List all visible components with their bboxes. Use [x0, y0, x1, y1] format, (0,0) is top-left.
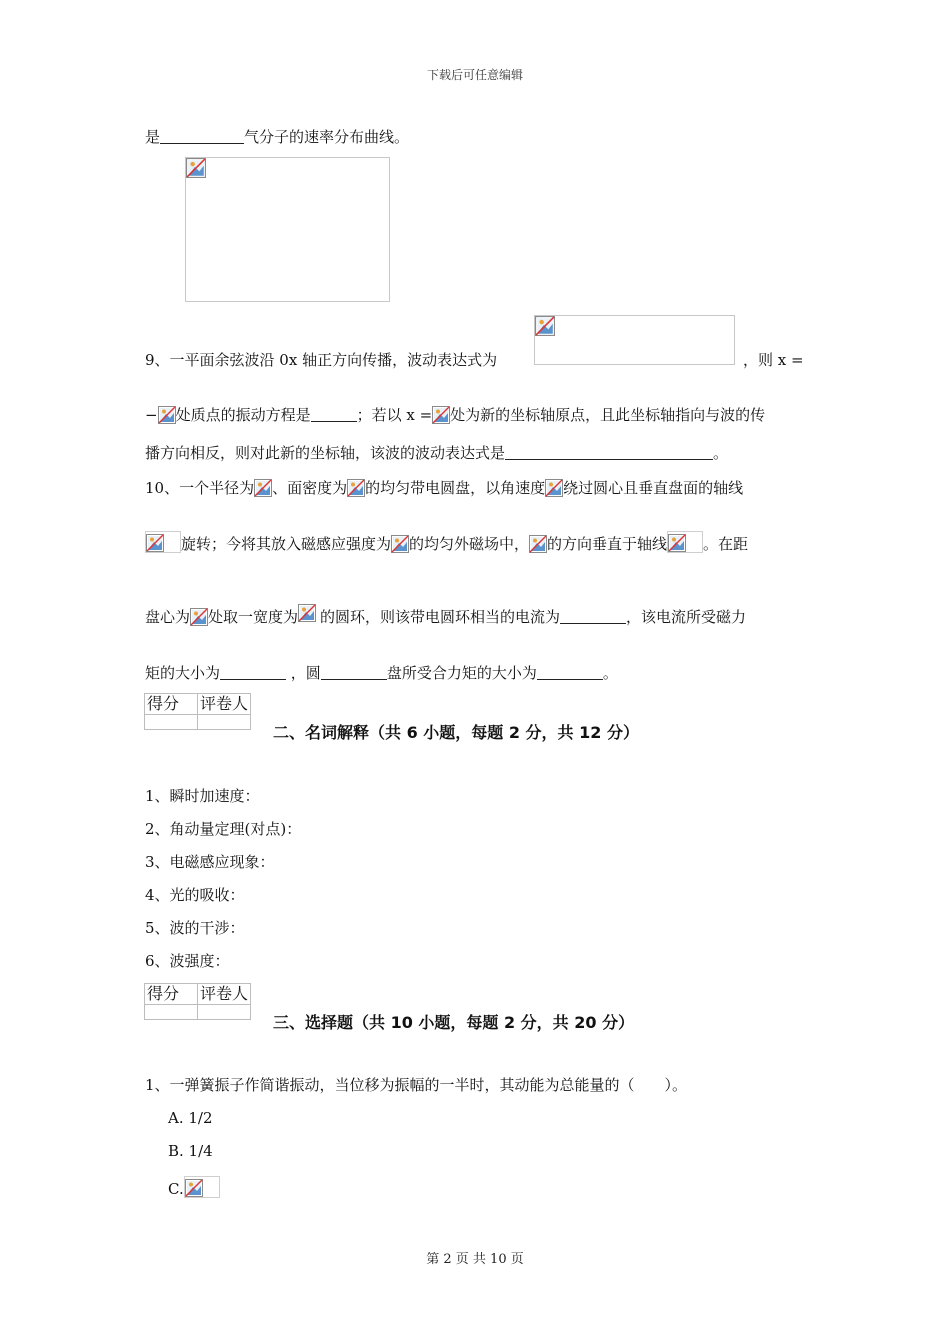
score-label: 得分	[145, 694, 198, 715]
grader-label: 评卷人	[198, 984, 251, 1005]
answer-blank	[311, 407, 357, 422]
grader-cell	[198, 715, 251, 730]
option-c: C.	[168, 1176, 220, 1199]
grader-cell	[198, 1005, 251, 1020]
answer-blank	[505, 445, 713, 460]
broken-image-icon	[145, 531, 181, 553]
broken-image-icon	[432, 406, 450, 424]
option-b: B. 1/4	[168, 1142, 213, 1160]
list-item: 5、波的干涉：	[145, 919, 245, 937]
answer-blank	[537, 665, 603, 680]
answer-blank	[220, 665, 286, 680]
broken-image-icon	[667, 531, 703, 553]
q10-line-c: 盘心为 处取一宽度为 的圆环，则该带电圆环相当的电流为 ，该电流所受磁力	[145, 604, 746, 627]
list-item: 2、角动量定理(对点)：	[145, 820, 302, 838]
q10-line-d: 矩的大小为 ，圆 盘所受合力矩的大小为 。	[145, 664, 618, 682]
score-table	[144, 693, 251, 730]
q9-line-a: 9、一平面余弦波沿 0x 轴正方向传播，波动表达式为	[145, 351, 498, 369]
broken-image-icon	[186, 158, 206, 178]
broken-image-icon	[184, 1176, 220, 1198]
broken-image-icon	[347, 479, 365, 497]
page-footer: 第 2 页 共 10 页	[426, 1252, 524, 1267]
page-header: 下载后可任意编辑	[426, 68, 523, 82]
answer-blank	[321, 665, 387, 680]
q9-line-c: − 处质点的振动方程是 ；若以 x = 处为新的坐标轴原点，且此坐标轴指向与波的传	[145, 406, 766, 424]
broken-image-icon	[391, 535, 409, 553]
section-title: 二、名词解释（共 6 小题，每题 2 分，共 12 分）	[273, 723, 639, 742]
broken-image-icon	[158, 406, 176, 424]
section-title: 三、选择题（共 10 小题，每题 2 分，共 20 分）	[273, 1013, 635, 1032]
option-a: A. 1/2	[168, 1109, 213, 1127]
text-line-1: 是 气分子的速率分布曲线。	[145, 128, 410, 146]
score-label: 得分	[145, 984, 198, 1005]
list-item: 1、瞬时加速度：	[145, 787, 260, 805]
broken-image-icon	[190, 608, 208, 626]
q10-line-a: 10、一个半径为 、面密度为 的均匀带电圆盘，以角速度 绕过圆心且垂直盘面的轴线	[145, 479, 744, 497]
broken-image-icon	[545, 479, 563, 497]
list-item: 6、波强度：	[145, 952, 230, 970]
q10-line-b: 旋转；今将其放入磁感应强度为 的均匀外磁场中， 的方向垂直于轴线 。在距	[145, 531, 748, 554]
score-cell	[145, 715, 198, 730]
broken-image-icon	[529, 535, 547, 553]
answer-blank	[560, 609, 626, 624]
broken-image-icon	[254, 479, 272, 497]
score-cell	[145, 1005, 198, 1020]
q9-line-a-tail: ，则 x =	[743, 351, 804, 369]
score-table	[144, 983, 251, 1020]
equation-placeholder	[534, 315, 735, 365]
list-item: 3、电磁感应现象：	[145, 853, 275, 871]
grader-label: 评卷人	[198, 694, 251, 715]
figure-placeholder	[185, 157, 390, 302]
broken-image-icon	[535, 316, 555, 336]
broken-image-icon	[298, 604, 320, 626]
answer-blank	[160, 129, 244, 144]
question-text: 1、一弹簧振子作简谐振动，当位移为振幅的一半时，其动能为总能量的（ ）。	[145, 1076, 688, 1094]
q9-line-d: 播方向相反，则对此新的坐标轴，该波的波动表达式是 。	[145, 444, 729, 462]
list-item: 4、光的吸收：	[145, 886, 245, 904]
